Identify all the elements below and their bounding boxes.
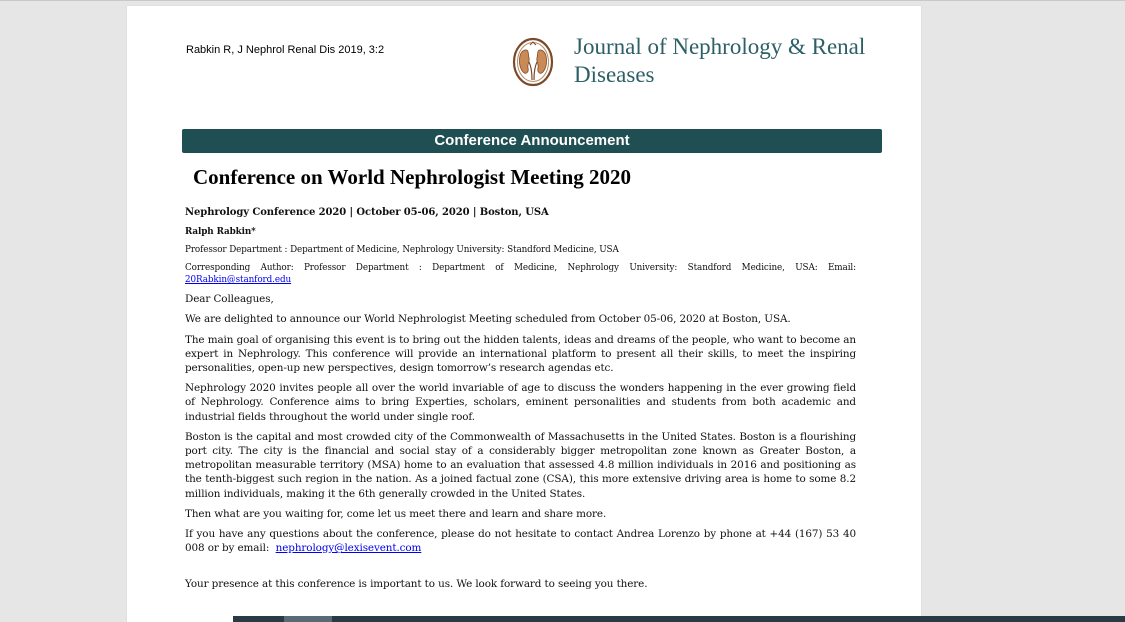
viewer-bottom-toolbar[interactable]	[233, 616, 1125, 622]
article-title: Conference on World Nephrologist Meeting 2020	[193, 165, 632, 189]
paragraph-5: Then what are you waiting for, come let us meet there and learn and share more.	[185, 507, 607, 520]
event-line: Nephrology Conference 2020 | October 05-06, 2020 | Boston, USA	[185, 207, 549, 218]
citation-line: Rabkin R, J Nephrol Renal Dis 2019, 3:2	[186, 44, 385, 56]
author-name: Ralph Rabkin*	[185, 227, 256, 238]
paragraph-1: We are delighted to announce our World Nephrologist Meeting scheduled from October 05-06, 2020 at Boston, USA.	[185, 313, 791, 326]
viewer-top-border	[0, 0, 1125, 1]
corresponding-email-link[interactable]: 20Rabkin@stanford.edu	[185, 275, 292, 286]
closing-paragraph: Your presence at this conference is important to us. We look forward to seeing you there.	[185, 578, 648, 591]
kidney-logo-icon	[510, 36, 556, 88]
contact-paragraph	[185, 527, 856, 555]
author-affiliation: Professor Department : Department of Medicine, Nephrology University: Standford Medicine, USA	[185, 245, 619, 256]
corresponding-author	[185, 262, 856, 286]
contact-email-link[interactable]: nephrology@lexisevent.com	[275, 542, 422, 555]
journal-title: Journal of Nephrology & Renal Diseases	[574, 34, 866, 87]
spacer	[185, 561, 856, 577]
contact-text: If you have any questions about the conference, please do not hesitate to contact Andrea Lorenzo by phone at +44 (167) 53 40 008 or by email:	[185, 528, 856, 555]
document-page	[127, 6, 921, 622]
toolbar-scroll-thumb[interactable]	[284, 616, 332, 622]
paragraph-4: Boston is the capital and most crowded city of the Commonwealth of Massachusetts in the United States. Boston is a flourishing port city. The city is the financial and social stay of a considerably bigger metropolitan zone known as Greater Boston, a metropolitan measurable territory (MSA) home to an evaluation that assessed 4.8 million individuals in 2016 and positioning as the tenth-biggest such region in the nation. As a joined factual zone (CSA), this more extensive driving area is home to some 8.2 million individuals, making it the 6th generally crowded in the United States.	[185, 430, 856, 500]
paragraph-2: The main goal of organising this event is to bring out the hidden talents, ideas and dreams of the people, who want to become an expert in Nephrology. This conference will provide an international platform to present all their skills, to meet the inspiring personalities, open-up new perspectives, design tomorrow’s research agendas etc.	[185, 333, 856, 375]
salutation: Dear Colleagues,	[185, 293, 274, 306]
conference-announcement-banner: Conference Announcement	[182, 129, 882, 153]
article-body	[185, 206, 856, 598]
paragraph-3: Nephrology 2020 invites people all over the world invariable of age to discuss the wonders happening in the ever growing field of Nephrology. Conference aims to bring Experties, scholars, eminent personalities and students from both academic and industrial fields throughout the world under single roof.	[185, 382, 856, 423]
corresponding-author-text: Corresponding Author: Professor Department : Department of Medicine, Nephrology University: Standford Medicine, USA: Email:	[185, 263, 856, 274]
